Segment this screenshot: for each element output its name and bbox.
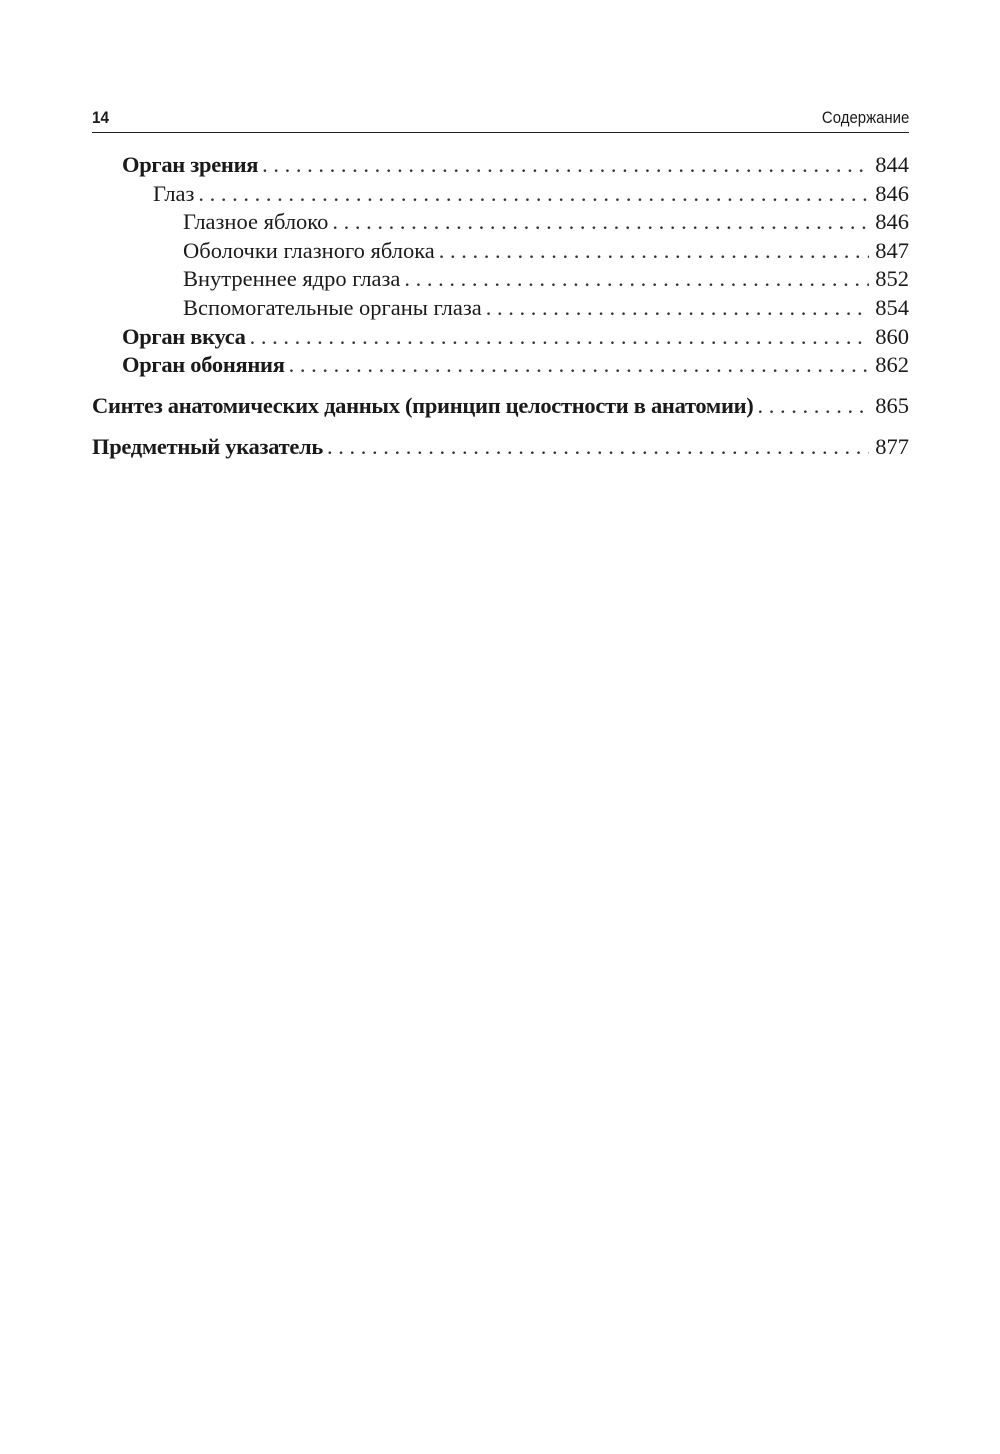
toc-entry-page: 877	[875, 434, 909, 460]
toc-entry-glaznoe-yabloko[interactable]	[92, 208, 909, 237]
toc-entry-page: 860	[875, 323, 909, 349]
dot-leader	[439, 237, 869, 266]
toc-entry-title: Оболочки глазного яблока	[183, 237, 435, 263]
table-of-contents	[92, 151, 909, 462]
toc-entry-obolochki[interactable]	[92, 237, 909, 266]
dot-leader	[757, 392, 869, 421]
toc-entry-organ-zreniya[interactable]	[92, 151, 909, 180]
dot-leader	[486, 294, 870, 323]
toc-entry-title: Вспомогательные органы глаза	[183, 294, 482, 320]
dot-leader	[250, 323, 870, 352]
toc-entry-title: Синтез анатомических данных (принцип целостности в анатомии)	[92, 393, 754, 419]
toc-entry-page: 865	[875, 393, 909, 419]
toc-entry-title: Орган обоняния	[122, 352, 285, 378]
toc-entry-vspomogatelnye[interactable]	[92, 294, 909, 323]
dot-leader	[327, 433, 869, 462]
toc-entry-page: 854	[875, 294, 909, 320]
toc-entry-organ-obonyaniya[interactable]	[92, 351, 909, 380]
toc-entry-page: 847	[875, 237, 909, 263]
toc-entry-title: Орган зрения	[122, 152, 259, 177]
toc-entry-page: 852	[875, 266, 909, 292]
toc-entry-title: Предметный указатель	[92, 434, 323, 460]
dot-leader	[198, 180, 869, 209]
running-header	[92, 104, 909, 133]
toc-entry-predmetnyi-ukazatel[interactable]	[92, 433, 909, 462]
toc-entry-title: Орган вкуса	[122, 323, 246, 349]
page-number: 14	[92, 108, 110, 127]
dot-leader	[262, 151, 869, 180]
toc-entry-title: Внутреннее ядро глаза	[183, 266, 401, 292]
section-title: Содержание	[821, 108, 909, 127]
toc-entry-glaz[interactable]	[92, 180, 909, 209]
toc-entry-sintez[interactable]	[92, 392, 909, 421]
dot-leader	[332, 208, 869, 237]
toc-entry-organ-vkusa[interactable]	[92, 323, 909, 352]
dot-leader	[289, 351, 870, 380]
toc-entry-title: Глазное яблоко	[183, 209, 329, 235]
toc-entry-vnutrennee-yadro[interactable]	[92, 265, 909, 294]
toc-entry-page: 846	[875, 209, 909, 235]
toc-entry-title: Глаз	[153, 180, 195, 206]
toc-entry-page: 862	[875, 352, 909, 378]
dot-leader	[404, 265, 869, 294]
toc-entry-page: 846	[875, 180, 909, 206]
toc-entry-page: 844	[875, 152, 909, 177]
